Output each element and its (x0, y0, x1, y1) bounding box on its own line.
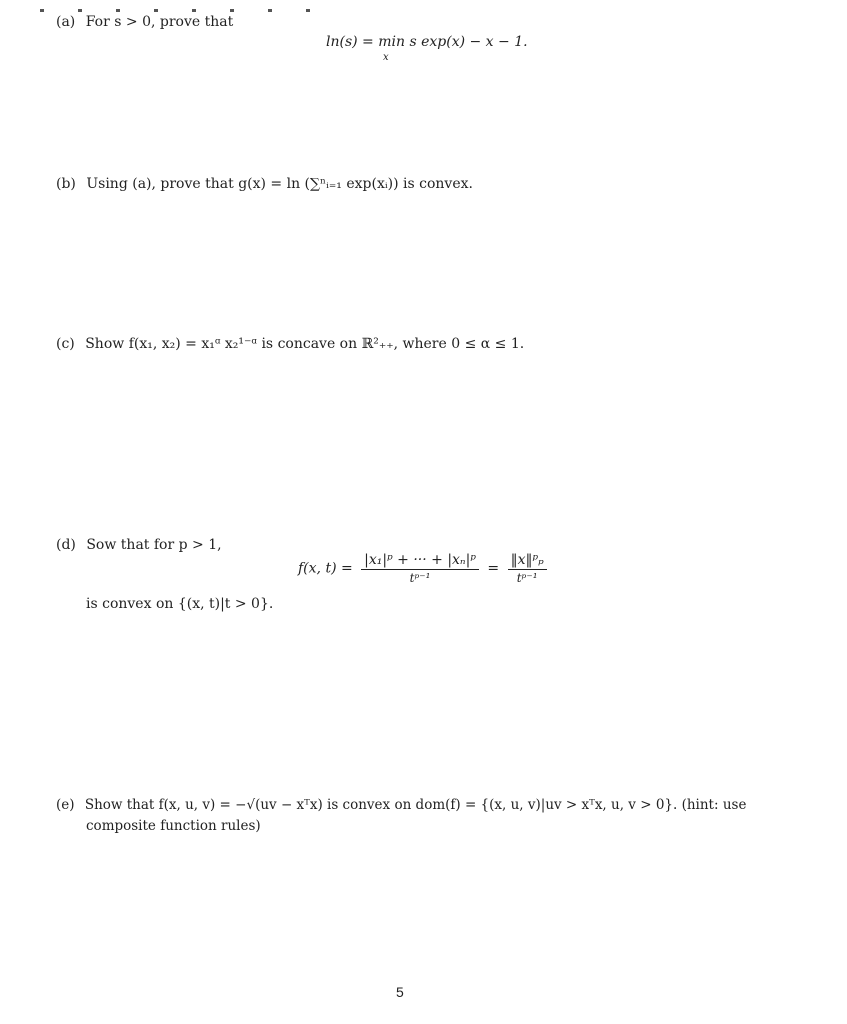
problem-a-label: (a) (56, 14, 76, 30)
problem-a-text: For s > 0, prove that (85, 14, 234, 30)
top-edge-artifacts (40, 0, 360, 3)
problem-d-label: (d) (56, 537, 76, 553)
problem-c (56, 336, 524, 352)
problem-c-text: Show f(x₁, x₂) = x₁ᵅ x₂¹⁻ᵅ is concave on ℝ²₊₊, where 0 ≤ α ≤ 1. (85, 336, 525, 352)
problem-d-equals: = (487, 560, 500, 577)
problem-b-label: (b) (56, 176, 76, 192)
problem-d-after: is convex on {(x, t)|t > 0}. (86, 596, 274, 612)
problem-b-text: Using (a), prove that g(x) = ln (∑ⁿᵢ₌₁ exp(xᵢ)) is convex. (86, 176, 473, 192)
problem-a-equation: ln(s) = min s exp(x) − x − 1. (326, 34, 528, 50)
problem-d-lhs: f(x, t) = (298, 560, 353, 577)
problem-a (56, 14, 233, 30)
problem-d-fraction-2: $\frac{\text{‖x‖ᵖₚ}}{\text{tᵖ⁻¹}}$ (508, 552, 547, 585)
problem-d-equation (298, 552, 551, 585)
problem-e-label: (e) (56, 797, 75, 813)
problem-a-min-subscript: x (383, 52, 389, 63)
problem-c-label: (c) (56, 336, 75, 352)
problem-b (56, 176, 473, 192)
problem-d (56, 537, 222, 553)
problem-d-fraction-1: $\frac{\text{|x₁|ᵖ + ··· + |xₙ|ᵖ}}{\text{tᵖ⁻¹}}$ (361, 552, 479, 585)
problem-e-line2: composite function rules) (86, 818, 261, 834)
page-number: 5 (396, 984, 404, 1000)
problem-d-text: Sow that for p > 1, (86, 537, 222, 553)
problem-e-line1: Show that f(x, u, v) = −√(uv − xᵀx) is convex on dom(f) = {(x, u, v)|uv > xᵀx, u, v > 0}. (hint: use (84, 797, 747, 813)
problem-e (56, 797, 746, 813)
